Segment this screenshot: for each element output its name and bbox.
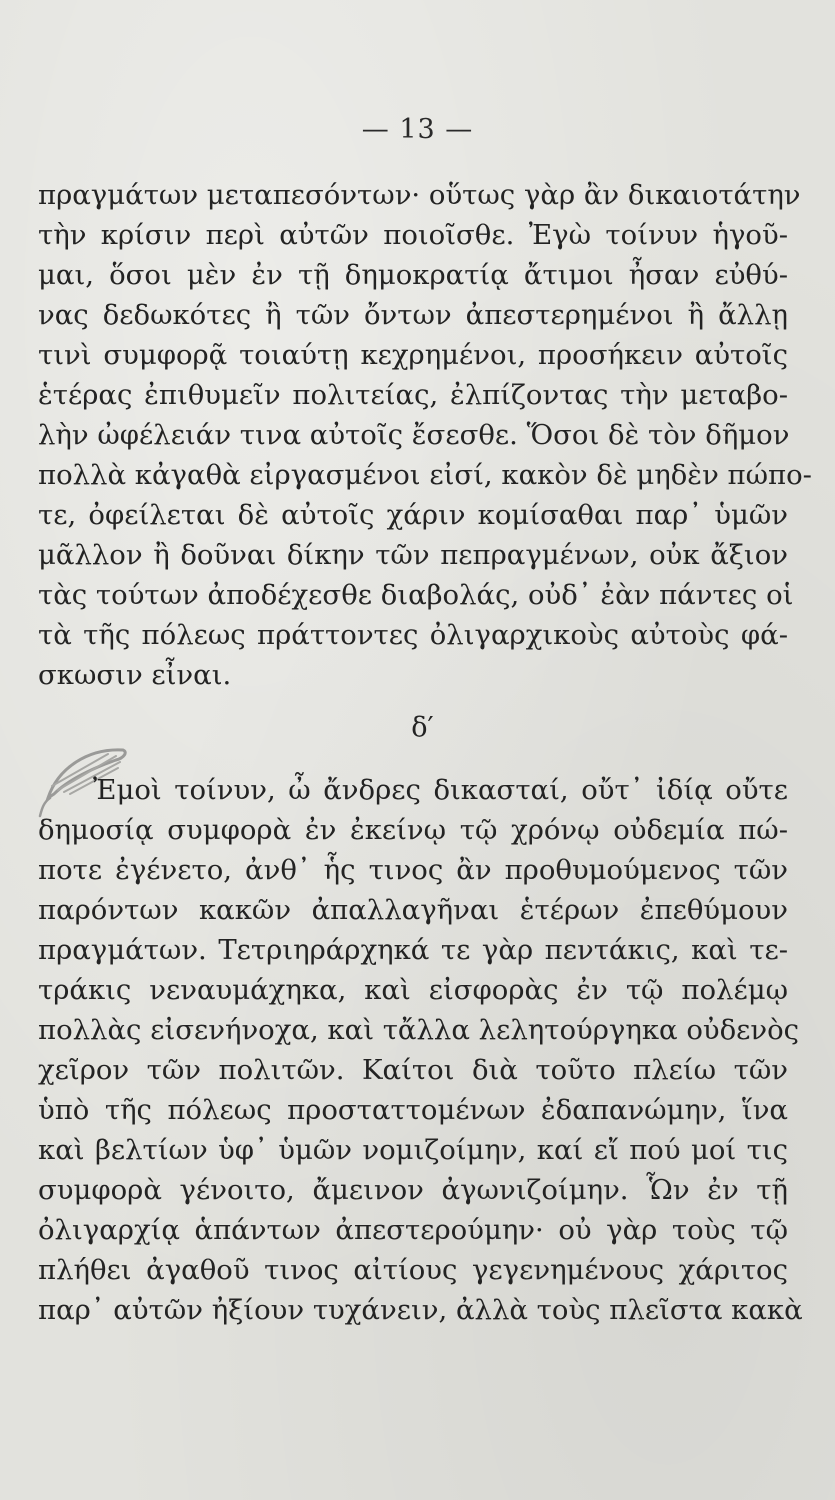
text-line: δημοσίᾳ συμφορὰ ἐν ἐκείνῳ τῷ χρόνῳ οὐδεμία πώ-	[38, 814, 788, 846]
text-line: τε, ὀφείλεται δὲ αὐτοῖς χάριν κομίσαθαι παρ᾽ ὑμῶν	[38, 499, 788, 531]
text-line: τινὶ συμφορᾷ τοιαύτῃ κεχρημένοι, προσήκειν αὐτοῖς	[38, 339, 788, 371]
text-line: Ἐμοὶ τοίνυν, ὦ ἄνδρες δικασταί, οὔτ᾽ ἰδίᾳ οὔτε	[93, 774, 788, 806]
text-line: τὰς τούτων ἀποδέχεσθε διαβολάς, οὐδ᾽ ἐὰν πάντες οἱ	[38, 579, 794, 611]
text-line: πραγμάτων. Τετριηράρχηκά τε γὰρ πεντάκις, καὶ τε-	[38, 934, 788, 966]
text-line: τράκις νεναυμάχηκα, καὶ εἰσφορὰς ἐν τῷ πολέμῳ	[38, 974, 788, 1006]
text-line: πολλὰς εἰσενήνοχα, καὶ τἄλλα λελητούργηκα οὐδενὸς	[38, 1014, 800, 1046]
text-line: συμφορὰ γένοιτο, ἄμεινον ἀγωνιζοίμην. Ὧν ἐν τῇ	[38, 1174, 788, 1206]
section-mark: δ′	[411, 712, 434, 743]
text-line: χεῖρον τῶν πολιτῶν. Καίτοι διὰ τοῦτο πλείω τῶν	[38, 1054, 788, 1086]
text-line: ὀλιγαρχίᾳ ἁπάντων ἀπεστερούμην· οὐ γὰρ τοὺς τῷ	[38, 1214, 788, 1246]
paragraph-1	[38, 175, 812, 695]
text-line: μαι, ὅσοι μὲν ἐν τῇ δημοκρατίᾳ ἄτιμοι ἦσαν εὐθύ-	[38, 259, 788, 291]
text-line: πλήθει ἀγαθοῦ τινος αἰτίους γεγενημένους χάριτος	[38, 1254, 788, 1286]
text-line: παρ᾽ αὐτῶν ἠξίουν τυχάνειν, ἀλλὰ τοὺς πλεῖστα κακὰ	[38, 1294, 803, 1326]
text-line: μᾶλλον ἢ δοῦναι δίκην τῶν πεπραγμένων, οὐκ ἄξιον	[38, 539, 788, 571]
paragraph-2	[38, 770, 803, 1330]
text-line: σκωσιν εἶναι.	[38, 659, 232, 691]
text-line: ὑπὸ τῆς πόλεως προσταττομένων ἐδαπανώμην, ἵνα	[38, 1094, 788, 1126]
text-line: τὰ τῆς πόλεως πράττοντες ὀλιγαρχικοὺς αὐτοὺς φά-	[38, 619, 788, 651]
page-number: — 13 —	[361, 114, 474, 145]
text-line: πολλὰ κἀγαθὰ εἰργασμένοι εἰσί, κακὸν δὲ μηδὲν πώπο-	[38, 459, 812, 491]
text-line: πραγμάτων μεταπεσόντων· οὕτως γὰρ ἂν δικαιοτάτην	[38, 179, 801, 211]
text-line: ἑτέρας ἐπιθυμεῖν πολιτείας, ἐλπίζοντας τὴν μεταβο-	[38, 379, 788, 411]
text-line: παρόντων κακῶν ἀπαλλαγῆναι ἑτέρων ἐπεθύμουν	[38, 894, 788, 926]
text-line: τὴν κρίσιν περὶ αὐτῶν ποιοῖσθε. Ἐγὼ τοίνυν ἡγοῦ-	[38, 219, 788, 251]
text-line: καὶ βελτίων ὑφ᾽ ὑμῶν νομιζοίμην, καί εἴ πού μοί τις	[38, 1134, 788, 1166]
text-line: νας δεδωκότες ἢ τῶν ὄντων ἀπεστερημένοι ἢ ἄλλῃ	[38, 299, 788, 331]
text-line: ποτε ἐγένετο, ἀνθ᾽ ἧς τινος ἂν προθυμούμενος τῶν	[38, 854, 788, 886]
text-line: λὴν ὠφέλειάν τινα αὐτοῖς ἔσεσθε. Ὅσοι δὲ τὸν δῆμον	[38, 419, 790, 451]
